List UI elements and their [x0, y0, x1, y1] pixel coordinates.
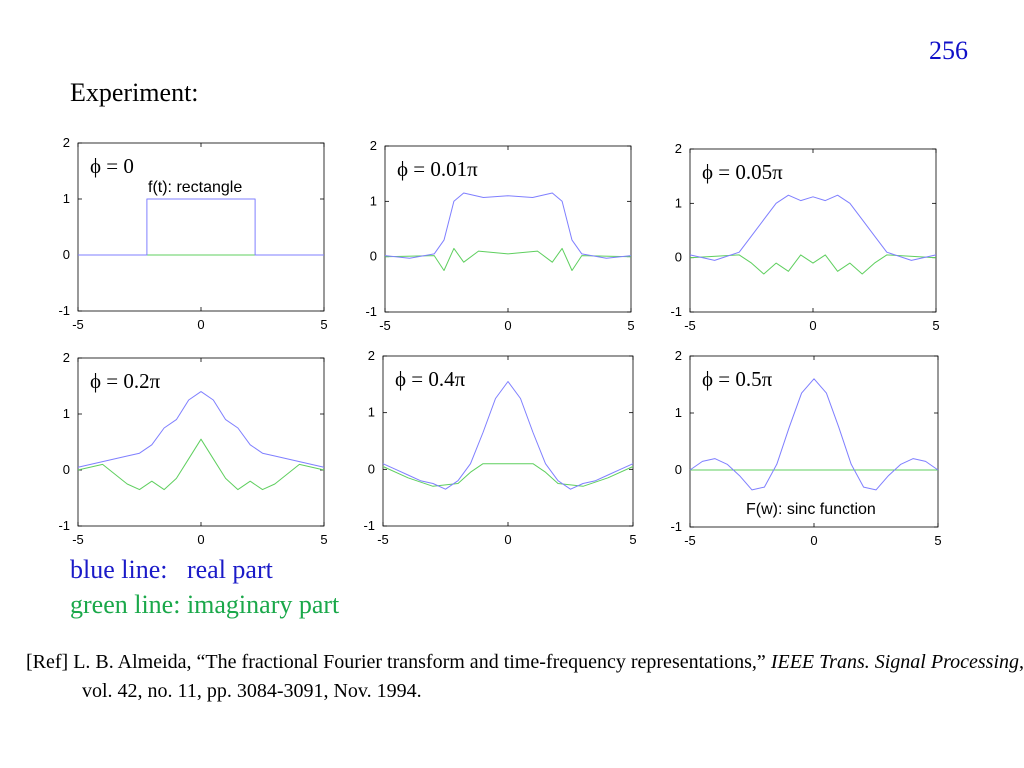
y-tick-label: 0	[674, 249, 682, 265]
y-tick-label: 1	[674, 195, 682, 211]
phi-label: ϕ = 0.05π	[702, 160, 783, 184]
phi-label: ϕ = 0.2π	[90, 369, 161, 393]
curve-annotation: F(w): sinc function	[746, 501, 876, 518]
y-tick-label: -1	[670, 304, 682, 319]
y-tick-label: 1	[62, 191, 70, 206]
series-line-imag	[690, 255, 936, 274]
page-heading: Experiment:	[70, 78, 199, 107]
y-tick-label: 2	[369, 138, 377, 153]
x-tick-label: 0	[197, 317, 205, 332]
subplot-2	[365, 138, 634, 333]
y-tick-label: 0	[674, 462, 682, 477]
y-tick-label: 2	[674, 348, 682, 363]
subplot-4	[58, 350, 327, 547]
x-tick-label: 5	[629, 532, 637, 547]
phi-label: ϕ = 0.01π	[397, 157, 478, 181]
x-tick-label: 0	[810, 533, 818, 548]
y-tick-label: -1	[670, 519, 682, 534]
reference-details: , vol. 42, no. 11, pp. 3084-3091, Nov. 1994.	[82, 651, 1024, 702]
series-line-real	[385, 193, 631, 258]
x-tick-label: 0	[809, 318, 817, 333]
y-tick-label: 2	[62, 350, 70, 365]
series-line-real	[690, 379, 938, 490]
x-tick-label: -5	[379, 318, 391, 333]
x-tick-label: 5	[932, 318, 940, 333]
x-tick-label: -5	[72, 317, 84, 332]
subplot-6	[670, 348, 941, 548]
x-tick-label: 5	[934, 533, 942, 548]
y-tick-label: 2	[674, 141, 682, 156]
x-tick-label: -5	[72, 532, 84, 547]
y-tick-label: 2	[62, 135, 70, 150]
x-tick-label: -5	[377, 532, 389, 547]
y-tick-label: 1	[367, 404, 375, 420]
y-tick-label: 1	[369, 193, 377, 209]
legend-real-part: blue line: real part	[70, 555, 273, 584]
series-line-real	[383, 382, 633, 490]
subplot-3	[670, 141, 939, 333]
y-tick-label: -1	[365, 304, 377, 319]
reference-citation	[26, 648, 1024, 706]
x-tick-label: 5	[627, 318, 635, 333]
legend-imaginary-part: green line: imaginary part	[70, 590, 340, 619]
series-line-real	[78, 199, 324, 255]
curve-annotation: f(t): rectangle	[148, 179, 243, 196]
y-tick-label: -1	[58, 518, 70, 533]
y-tick-label: -1	[363, 518, 375, 533]
x-tick-label: -5	[684, 318, 696, 333]
page-number: 256	[929, 36, 968, 65]
phi-label: ϕ = 0.4π	[395, 367, 466, 391]
phi-label: ϕ = 0.5π	[702, 367, 773, 391]
x-tick-label: 5	[320, 532, 328, 547]
y-tick-label: 0	[369, 248, 377, 264]
series-line-imag	[78, 439, 324, 489]
y-tick-label: -1	[58, 303, 70, 318]
x-tick-label: 0	[504, 318, 512, 333]
subplot-1	[58, 135, 327, 332]
x-tick-label: 5	[320, 317, 328, 332]
y-tick-label: 0	[62, 462, 70, 477]
x-tick-label: 0	[504, 532, 512, 547]
y-tick-label: 2	[367, 348, 375, 363]
series-line-imag	[383, 464, 633, 487]
x-tick-label: -5	[684, 533, 696, 548]
subplot-5	[363, 348, 636, 547]
y-tick-label: 1	[62, 406, 70, 421]
series-line-imag	[385, 248, 631, 270]
y-tick-label: 1	[674, 405, 682, 420]
x-tick-label: 0	[197, 532, 205, 547]
phi-label: ϕ = 0	[90, 154, 134, 178]
y-tick-label: 0	[367, 461, 375, 477]
y-tick-label: 0	[62, 247, 70, 262]
reference-text: [Ref] L. B. Almeida, “The fractional Fourier transform and time-frequency representations,”	[26, 651, 771, 673]
reference-journal: IEEE Trans. Signal Processing	[770, 651, 1019, 673]
series-line-real	[690, 195, 936, 260]
series-line-real	[78, 392, 324, 468]
